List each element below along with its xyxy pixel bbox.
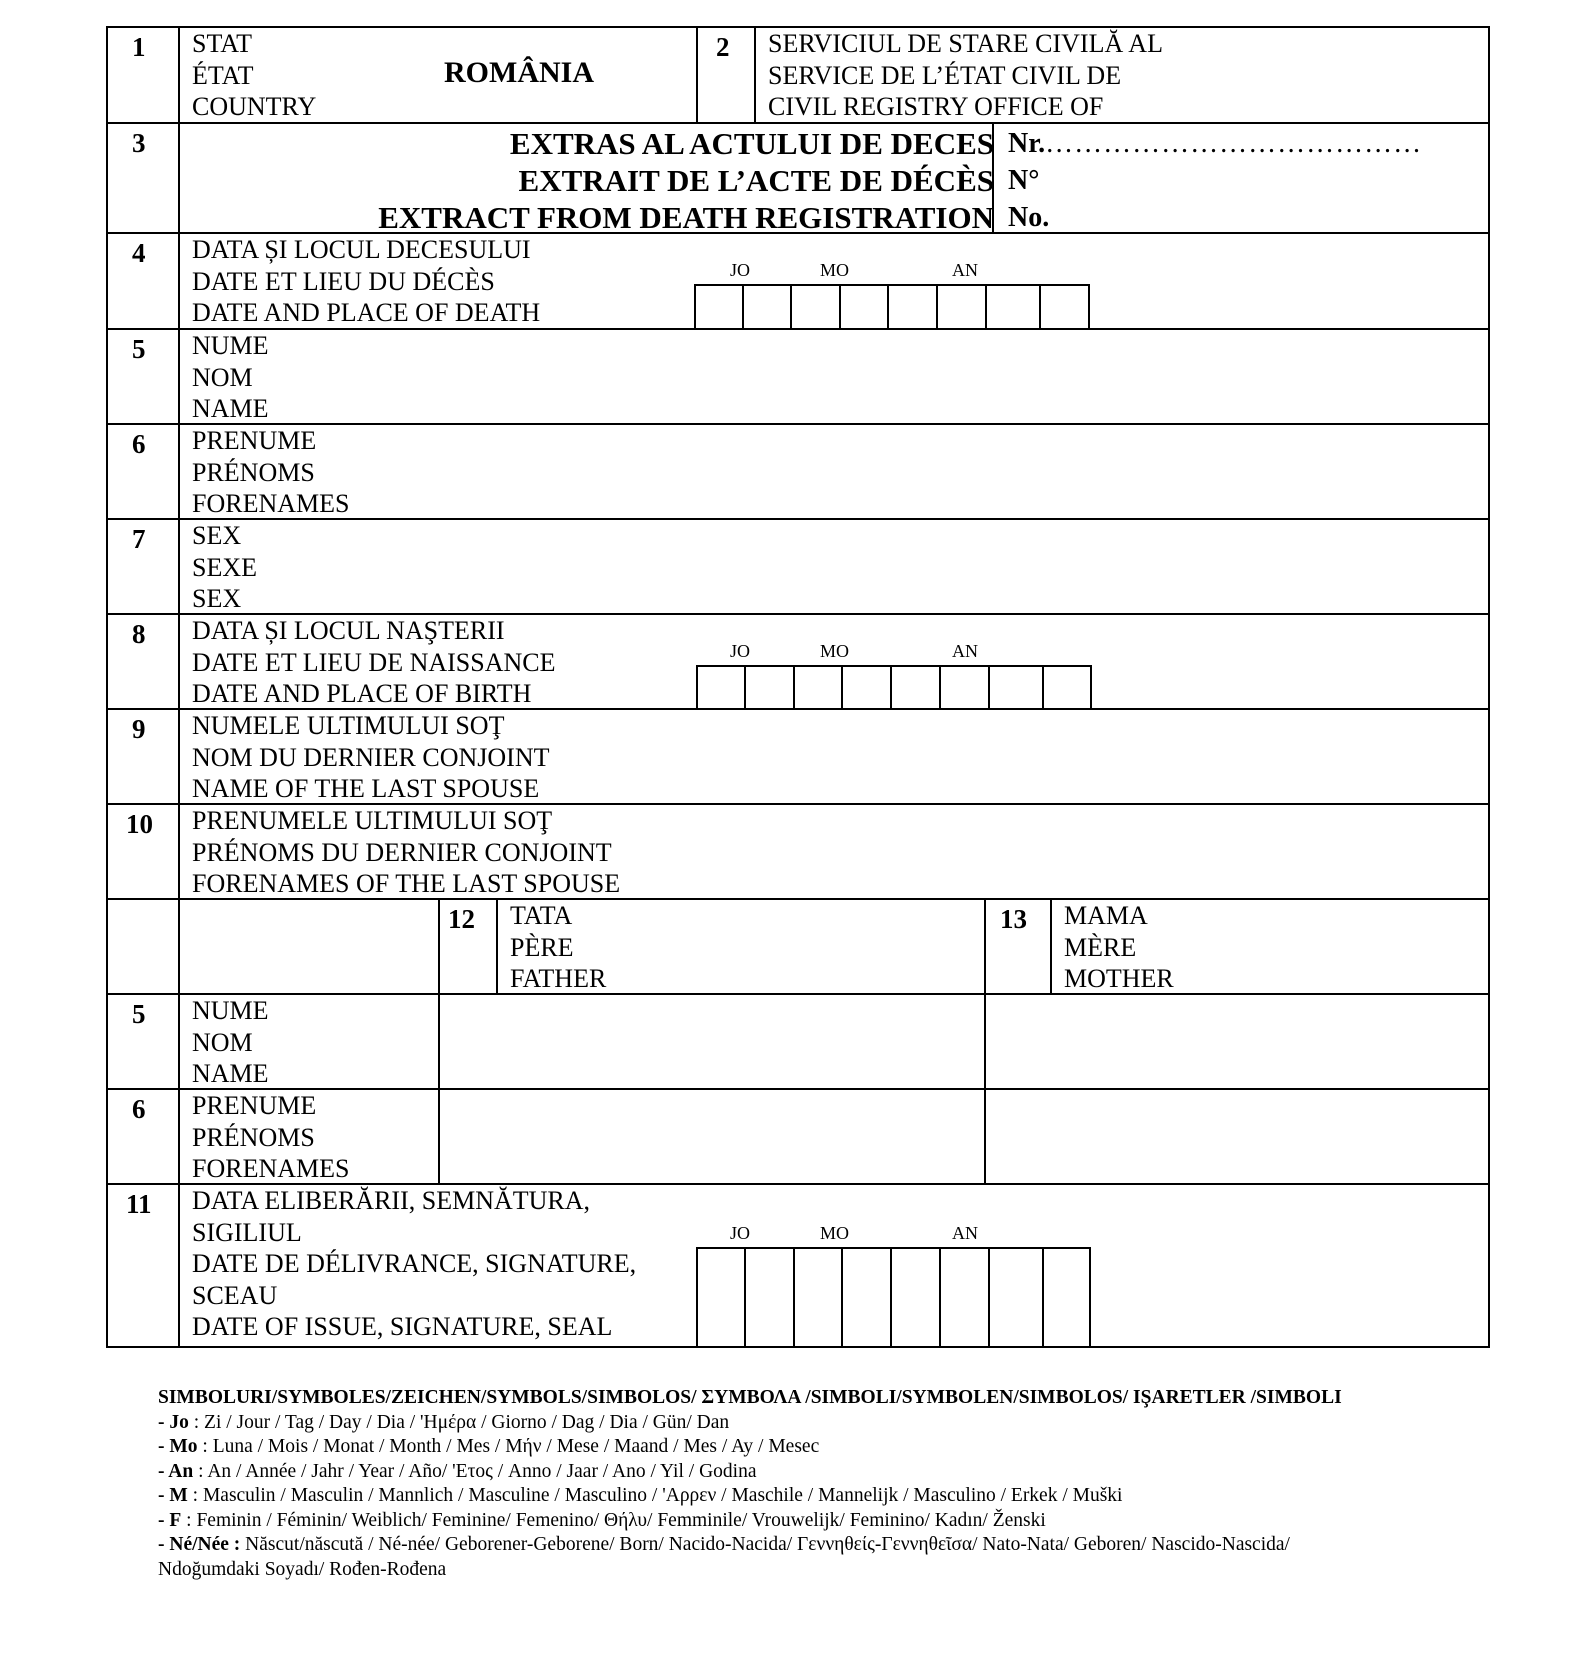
row-spouse-name (108, 710, 1488, 805)
row-parents-name (108, 995, 1488, 1090)
field-number-5: 5 (132, 334, 146, 364)
document-title: EXTRAS AL ACTULUI DE DECES EXTRAIT DE L’ACTE DE DÉCÈS EXTRACT FROM DEATH REGISTRATION (378, 126, 994, 235)
country-value: ROMÂNIA (444, 56, 594, 89)
sex-label: SEX SEXE SEX (192, 521, 257, 613)
symbol-line-day: - Jo : Zi / Jour / Tag / Day / Dia / 'Ημέρα / Giorno / Dag / Dia / Gün/ Dan (158, 1411, 730, 1433)
issue-label: DATA ELIBERĂRII, SEMNĂTURA, SIGILIUL DATE DE DÉLIVRANCE, SIGNATURE, SCEAU DATE OF ISSUE, SIGNATURE, SEAL (192, 1186, 637, 1341)
parents-forenames-label: PRENUME PRÉNOMS FORENAMES (192, 1091, 350, 1183)
field-number-13: 13 (1000, 904, 1027, 934)
field-number-2: 2 (716, 32, 730, 62)
field-number-11: 11 (126, 1189, 152, 1219)
row-header (108, 28, 1488, 124)
row-sex (108, 520, 1488, 615)
symbols-legend (158, 1386, 1478, 1582)
symbol-line-female: - F : Feminin / Féminin/ Weiblich/ Feminine/ Femenino/ Θήλυ/ Femminile/ Vrouwelijk/ Feminino/ Kadın/ Ženski (158, 1509, 1046, 1531)
death-date-boxes[interactable] (694, 284, 1090, 330)
row-name (108, 330, 1488, 425)
field-number-7: 7 (132, 524, 146, 554)
spouse-name-label: NUMELE ULTIMULUI SOŢ NOM DU DERNIER CONJOINT NAME OF THE LAST SPOUSE (192, 711, 550, 803)
row-spouse-forenames (108, 805, 1488, 900)
symbol-line-month: - Mo : Luna / Mois / Monat / Month / Mes / Μήν / Mese / Maand / Mes / Ay / Mesec (158, 1436, 820, 1457)
name-label: NUME NOM NAME (192, 331, 269, 423)
field-number-12: 12 (448, 904, 475, 934)
field-number-6: 6 (132, 1094, 146, 1124)
spouse-forenames-label: PRENUMELE ULTIMULUI SOŢ PRÉNOMS DU DERNIER CONJOINT FORENAMES OF THE LAST SPOUSE (192, 806, 621, 898)
country-label: STAT ÉTAT COUNTRY (192, 29, 317, 121)
symbols-title: SIMBOLURI/SYMBOLES/ZEICHEN/SYMBOLS/SIMBOLOS/ ΣΥΜΒΟΛΑ /SIMBOLI/SYMBOLEN/SIMBOLOS/ IŞARETLER /SIMBOLI (158, 1387, 1342, 1408)
row-issue (108, 1185, 1488, 1346)
birth-date-boxes[interactable] (696, 665, 1092, 710)
month-header: MO (820, 641, 850, 661)
field-number-6: 6 (132, 429, 146, 459)
day-header: JO (730, 1223, 751, 1243)
year-header: AN (952, 641, 978, 661)
civil-office-label: SERVICIUL DE STARE CIVILĂ AL SERVICE DE L’ÉTAT CIVIL DE CIVIL REGISTRY OFFICE OF (768, 29, 1163, 121)
field-number-5: 5 (132, 999, 146, 1029)
field-number-1: 1 (132, 32, 146, 62)
birth-label: DATA ȘI LOCUL NAŞTERII DATE ET LIEU DE NAISSANCE DATE AND PLACE OF BIRTH (192, 616, 556, 708)
day-header: JO (730, 260, 751, 280)
registration-number: Nr.………………………………… N° No. (1008, 128, 1423, 233)
year-header: AN (952, 1223, 978, 1243)
field-number-3: 3 (132, 128, 146, 158)
row-forenames (108, 425, 1488, 520)
year-header: AN (952, 260, 978, 280)
month-header: MO (820, 1223, 850, 1243)
field-number-4: 4 (132, 238, 146, 268)
issue-date-boxes[interactable] (696, 1247, 1091, 1346)
row-title (108, 124, 1488, 234)
death-label: DATA ȘI LOCUL DECESULUI DATE ET LIEU DU DÉCÈS DATE AND PLACE OF DEATH (192, 235, 541, 327)
row-death (108, 234, 1488, 330)
death-extract-form (106, 26, 1490, 1348)
mother-label: MAMA MÈRE MOTHER (1064, 901, 1174, 993)
symbol-line-born: - Né/Née : Născut/născută / Né-née/ Geborener-Geborene/ Born/ Nacido-Nacida/ Γεννηθείς-Γεννηθεῖσα/ Nato-Nata/ Geboren/ Nascido-Nascida/ (158, 1534, 1290, 1555)
field-number-9: 9 (132, 714, 146, 744)
row-birth (108, 615, 1488, 710)
symbol-line-born-cont: Ndoğumdaki Soyadı/ Rođen-Rođena (158, 1558, 447, 1580)
symbol-line-male: - M : Masculin / Masculin / Mannlich / Masculine / Masculino / 'Αρρεν / Maschile / Mannelijk / Masculino / Erkek / Muški (158, 1485, 1123, 1506)
field-number-8: 8 (132, 619, 146, 649)
parents-name-label: NUME NOM NAME (192, 996, 269, 1088)
day-header: JO (730, 641, 751, 661)
row-parents-header (108, 900, 1488, 995)
father-label: TATA PÈRE FATHER (510, 901, 607, 993)
month-header: MO (820, 260, 850, 280)
field-number-10: 10 (126, 809, 153, 839)
row-parents-forenames (108, 1090, 1488, 1185)
forenames-label: PRENUME PRÉNOMS FORENAMES (192, 426, 350, 518)
symbol-line-year: - An : An / Année / Jahr / Year / Año/ 'Ετος / Anno / Jaar / Ano / Yil / Godina (158, 1460, 757, 1482)
